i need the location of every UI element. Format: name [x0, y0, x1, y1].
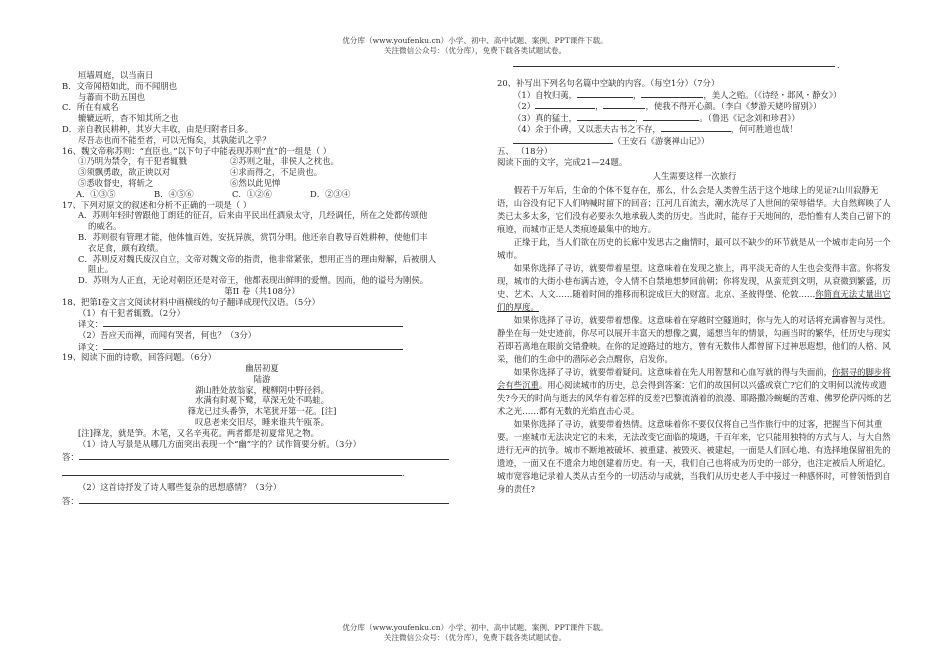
option-b: B．文帝闻梧如此，而不闻朋也: [62, 80, 178, 91]
page-footer: [0, 623, 950, 643]
poem-author: 陆游: [253, 373, 271, 384]
q16-item-4: ④求而得之，不足贵也。: [230, 167, 323, 178]
q18-answer-label-2: 译文：: [78, 341, 104, 352]
left-column: 垣墙周庭，以当南日 B．文帝闻梧如此，而不闻朋也 与蕃而不助五国也 C．所在有威名 辘辘远听，杳不知其所之也 D．亲自教民耕种，其岁大丰收，由是归附者日多。 尽吾志也而不能至者，可以无悔矣，其孰能讥之乎？ 16、魏文帝称苏则：“直臣也。”以下句子中能表现苏则“直”的一组是（ ） ①乃明为禁令，有干犯者辄戮 ②苏则之耻，非侯人之枕也。 ③须飘勇敢，欲正谀以对 ④求而得之，不足贵也。 ⑤悉收督史，将斩之 ⑥然以此见惮 A．①③⑤ B．④⑤⑥ C．①②⑥ D．②③④ 17、下列对原文的叙述和分析不正确的一项是（ ） A．苏则年轻时曾跟他丁朗廷的征召，后来由平民出任酒泉太守，几经调任，所在之处都传颂他 的威名。 B．苏则很有管理才能，他体恤百姓，安抚异族，赏罚分明。他还亲自教导百姓耕种，使他们丰 衣足食，颇有政绩。 C．苏则反对魏氏废汉自立，文帝对魏文帝的指责，他非常紧张，想用正当的理由辩解，后被朋人 阻止。 D．苏则为人正直，无论对朝臣还是对帝王，他都表现出鲜明的爱憎。因而，他的谥号为刚侯。 第II 卷（共108分） 18、把第Ⅰ卷文言文阅读材料中画横线的句子翻译成现代汉语。（5分） （1）有干犯者辄戮。（2分） 译文： （2）吾应天而禅，而闻有哭者，何也？（3分） 译文： 19、阅读下面的诗歌，回答问题。（6分） 幽居初夏 陆游 湖山胜处放翁家，槐柳阴中野径斜。 水满有时观下鹭，草深无处不鸣蛙。 箨龙已过头番笋，木笔犹开第一花。[注] 叹息老来交旧尽，睡来谁共午瓯茶。 [注]箨龙，就是笋。木笔，又名辛夷花。两者都是初夏常见之物。 （1）诗人写景是从哪几方面突出表现一个“幽”字的？试作简要分析。（3分） 答： . （2）这首诗抒发了诗人哪些复杂的思想感情？（3分） 答：: [62, 70, 462, 507]
essay-paragraph-6: 如果你选择了寻访，就要带着热情。这意味着你不要仅仅将自己当作旅行中的过客，把握当下何其重要。一座城市无法决定它的未来，无法改变它面临的境遇，千百年来，它只能用独特的方式与人、与大自然进行无声的抗争。城市不断地被破坏、被重建、被毁灭、被建起，一面是人们回心地、有选择地保留祖先的遗迹，一面又在不遗余力地创建着历史。有一天，我们自己也将成为历史的一部分，也注定被后人所追忆。城市宽容地记录着人类从古至今的一切活动与成就，当我们从历史老人手中接过一种感怀时，可曾领悟到自身的责任?: [497, 418, 891, 495]
q16-item-1: ①乃明为禁令，有干犯者辄戮: [78, 156, 187, 167]
q17-option-d: D．苏则为人正直，无论对朝臣还是对帝王，他都表现出鲜明的爱憎。因而，他的谥号为刚侯。: [78, 275, 429, 286]
poem-line: 湖山胜处放翁家，槐柳阴中野径斜。: [195, 384, 329, 395]
q20-1-end: ，美人之贻。（《诗经・邶风・静女》）: [703, 89, 842, 100]
right-column: 20、补写出下列名句名篇中空缺的内容。（每空1分）（7分） （1）自牧归荑， ， ，美人之贻。（《诗经・邶风・静女》） （2） ， ，使我不得开心颜。（李白《梦游天姥吟留别》） （3）真的猛士， ， 。（鲁迅《记念刘和珍君》） （4）余于仆碑，又以悲夫古书之不存， ，何可胜道也哉！ （王安石《游褒禅山记》） 五、 （18分） 阅读下面的文字，完成21—24题。 人生需要这样一次旅行 假若千万年后，生命的个体不复存在，那么，什么会是人类曾生活于这个地球上的见证?山川寂静无语，山谷没有记下人们呐喊时留下的回音；江河几百流去，潮水洗尽了人世间的荣辱错华。大自然辉映了人类已太多太多，它们没有必要永久地承载人类的历史。当此时，能存于天地间的，恐怕惟有人类自己留下的痕迹，而城市正是人类痕迹最集中的地方。 正缘于此，当人们欲在历史的长廊中发思古之幽情时，最可以不缺少的环节就是从一个城市走向另一个城市。 如果你选择了寻访，就要带着星望。这意味着在发现之旅上，再平淡无奇的人生也会变得丰富。你将发现，城市的大街小巷布满古迹，令人情不自禁地想梦回前朝；你将发现，从蛮荒到文明，从衰微到繁盛，历史、艺术、人文……随着时间的推移而积淀成巨大的财富。北京、圣彼得堡、伦敦……你简直无法丈量出它们的厚度。 如果你选择了寻访，就要带着想像。这意味着在穿越时空隧道时，你与先人的对话将充满睿智与灵性。静坐在每一处史迹前，你尽可以展开丰富天的想像之翼，遥想当年的情景，勾画当时的繁华，任历史与现实若即若离地在眼前交错叠映。在你的足迹路过的地方，曾有无数伟人都曾留下过神思遐想，他们的人格、风采，他们的生命中的潜际必会点醒你，启发你。 如果你选择了寻访，就要带着疑问。这意味着在先人用智慧和心血写就的得与失面前，你据寻的脚步将会有些沉重。用心阅读城市的历史，总会得到答案：它们的故国何以兴盛或衰亡?它们的文明何以流传或遗失?今天的时尚与逝去的风华有着怎样的反差?巴黎流淌着的浪漫、耶路撒冷蜿蜒的苦难、佛罗伦萨闪烁的艺术之光……都有无数的光焰直击心灵。 如果你选择了寻访，就要带着热情。这意味着你不要仅仅将自己当作旅行中的过客，把握当下何其重要。一座城市无法决定它的未来，无法改变它面临的境遇，千百年来，它只能用独特的方式与人、与大自然进行无声的抗争。城市不断地被破坏、被重建、被毁灭、被建起，一面是人们回心地、有选择地保留祖先的遗迹，一面又在不遗余力地创建着历史。有一天，我们自己也将成为历史的一部分，也注定被后人所追忆。城市宽容地记录着人类从古至今的一切活动与成就，当我们从历史老人手中接过一种感怀时，可曾领悟到自身的责任?: [497, 78, 892, 496]
q16-option-b[interactable]: B．④⑤⑥: [154, 188, 194, 199]
q20-1-mid: ，: [632, 89, 642, 100]
poem-line: 箨龙已过头番笋，木笔犹开第一花。[注]: [187, 406, 337, 417]
q17-option-a-cont: 的威名。: [88, 221, 122, 232]
essay-paragraph-4: 如果你选择了寻访，就要带着想像。这意味着在穿越时空隧道时，你与先人的对话将充满睿智与灵性。静坐在每一处史迹前，你尽可以展开丰富天的想像之翼，遥想当年的情景，勾画当时的繁华，任历史与现实若即若离地在眼前交错叠映。在你的足迹路过的地方，曾有无数伟人都曾留下过神思遐想，他们的人格、风采，他们的生命中的潜际必会点醒你，启发你。: [497, 314, 891, 364]
essay-paragraph-2: 正缘于此，当人们欲在历史的长廊中发思古之幽情时，最可以不缺少的环节就是从一个城市走向另一个城市。: [497, 236, 891, 260]
q20-4-prefix: （4）余于仆碑，又以悲夫古书之不存，: [513, 124, 661, 135]
q16-options: [62, 189, 462, 200]
option-b-cont: 与蕃而不助五国也: [78, 91, 145, 102]
q20-blank-2[interactable]: [641, 89, 703, 98]
question-19: 19、阅读下面的诗歌，回答问题。（6分）: [62, 352, 217, 363]
q16-item-5: ⑤悉收督史，将斩之: [78, 177, 154, 188]
q16-item-2: ②苏则之耻，非侯人之枕也。: [230, 156, 339, 167]
q16-item-6: ⑥然以此见惮: [230, 177, 281, 188]
option-a-cont: 垣墙周庭，以当南日: [78, 70, 154, 80]
q20-blank-8[interactable]: [513, 135, 613, 144]
question-20: 20、补写出下列名句名篇中空缺的内容。（每空1分）（7分）: [497, 78, 720, 88]
q20-blank-5[interactable]: [577, 112, 635, 121]
section-five: 五、 （18分）: [497, 146, 553, 157]
q17-option-c-cont: 阻止。: [88, 264, 114, 275]
question-16: 16、魏文帝称苏则：“直臣也。”以下句子中能表现苏则“直”的一组是（ ）: [62, 145, 332, 156]
q18-sub-2: （2）吾应天而禅，而闻有哭者，何也？（3分）: [78, 329, 257, 340]
reading-intro: 阅读下面的文字，完成21—24题。: [497, 157, 628, 168]
q18-answer-line-1[interactable]: [103, 318, 403, 327]
q20-2-end: ，使我不得开心颜。（李白《梦游天姥吟留别》）: [645, 101, 822, 112]
poem-note: [注]箨龙，就是笋。木笔，又名辛夷花。两者都是初夏常见之物。: [78, 427, 320, 438]
q20-blank-3[interactable]: [535, 100, 595, 109]
q19-sub-2: （2）这首诗抒发了诗人哪些复杂的思想感情？（3分）: [78, 482, 282, 493]
q16-option-d[interactable]: D．②③④: [310, 188, 351, 199]
q19-answer-line-1[interactable]: [79, 451, 449, 460]
header-line-2: 关注微信公众号：（优分库），免费下载各类试题试卷。: [383, 45, 567, 55]
q20-blank-6[interactable]: [643, 112, 699, 121]
essay-title: 人生需要这样一次旅行: [652, 170, 737, 181]
q20-4-end: ，何可胜道也哉！: [730, 124, 798, 135]
q20-1-prefix: （1）自牧归荑，: [513, 89, 577, 100]
q20-blank-7[interactable]: [661, 123, 731, 132]
q18-answer-line-2[interactable]: [103, 341, 403, 350]
footer-line-1: 优分库（www.youfenku.cn）小学、初中、高中试题、案例、PPT课件下载。: [342, 623, 608, 632]
option-d-cont: 尽吾志也而不能至者，可以无悔矣，其孰能讥之乎？: [78, 134, 271, 145]
poem-line: 水满有时观下鹭，草深无处不鸣蛙。: [195, 395, 329, 406]
essay-paragraph-5: 如果你选择了寻访，就要带着疑问。这意味着在先人用智慧和心血写就的得与失面前，你据寻的脚步将会有些沉重。用心阅读城市的历史，总会得到答案：它们的故国何以兴盛或衰亡?它们的文明何以流传或遗失?今天的时尚与逝去的风华有着怎样的反差?巴黎流淌着的浪漫、耶路撒冷蜿蜒的苦难、佛罗伦萨闪烁的艺术之光……都有无数的光焰直击心灵。: [497, 366, 892, 416]
poem-line: 叹息老来交旧尽，睡来谁共午瓯茶。: [195, 416, 329, 427]
q19-answer-line-2[interactable]: [79, 495, 449, 504]
option-d: D．亲自教民耕种，其岁大丰收，由是归附者日多。: [62, 123, 253, 134]
q20-blank-4[interactable]: [603, 100, 645, 109]
q19-answer-label-1: 答：: [62, 452, 79, 463]
q17-option-a: A．苏则年轻时曾跟他丁朗廷的征召，后来由平民出任酒泉太守，几经调任，所在之处都传颂他: [78, 210, 428, 221]
part-two-heading: 第II 卷（共108分）: [224, 285, 300, 296]
footer-line-2: 关注微信公众号：（优分库），免费下载各类试题试卷。: [383, 632, 567, 642]
question-17: 17、下列对原文的叙述和分析不正确的一项是（ ）: [62, 199, 252, 210]
q19-answer-label-2: 答：: [62, 496, 79, 507]
q16-option-a[interactable]: A．①③⑤: [76, 188, 116, 199]
poem-title: 幽居初夏: [245, 362, 279, 373]
q20-blank-1[interactable]: [577, 89, 633, 98]
q17-option-b-cont: 衣足食，颇有政绩。: [88, 242, 164, 253]
page-header: [0, 36, 950, 56]
q16-option-c[interactable]: C．①②⑥: [232, 188, 272, 199]
q20-2-prefix: （2）: [513, 101, 536, 112]
q17-option-c: C．苏则反对魏氏废汉自立，文帝对魏文帝的指责，他非常紧张，想用正当的理由辩解，后被朋人: [78, 253, 437, 264]
underlined-sentence-1: 你简直无法丈量出它们的厚度。: [497, 288, 891, 312]
q18-sub-1: （1）有干犯者辄戮。（2分）: [78, 307, 185, 318]
underlined-sentence-2: 你据寻的脚步将会有些沉重: [497, 366, 891, 390]
continued-answer-line[interactable]: [513, 66, 835, 67]
essay-paragraph-1: 假若千万年后，生命的个体不复存在，那么，什么会是人类曾生活于这个地球上的见证?山川寂静无语，山谷没有记下人们呐喊时留下的回音；江河几百流去，潮水洗尽了人世间的荣辱错华。大自然辉映了人类已太多太多，它们没有必要永久地承载人类的历史。当此时，能存于天地间的，恐怕惟有人类自己留下的痕迹，而城市正是人类痕迹最集中的地方。: [497, 184, 891, 234]
q20-4-source: （王安石《游褒禅山记》）: [613, 135, 710, 146]
q19-answer-line-1b[interactable]: [62, 467, 402, 476]
q19-sub-1: （1）诗人写景是从哪几方面突出表现一个“幽”字的？试作简要分析。（3分）: [78, 438, 362, 449]
q18-answer-label-1: 译文：: [78, 319, 104, 330]
question-18: 18、把第Ⅰ卷文言文阅读材料中画横线的句子翻译成现代汉语。（5分）: [62, 296, 320, 307]
essay-paragraph-3: 如果你选择了寻访，就要带着星望。这意味着在发现之旅上，再平淡无奇的人生也会变得丰富。你将发现，城市的大街小巷布满古迹，令人情不自禁地想梦回前朝；你将发现，从蛮荒到文明，从衰微到繁盛，历史、艺术、人文……随着时间的推移而积淀成巨大的财富。北京、圣彼得堡、伦敦……你简直无法丈量出它们的厚度。: [497, 262, 891, 312]
option-c-cont: 辘辘远听，杳不知其所之也: [78, 113, 179, 124]
q20-3-end: 。（鲁迅《记念刘和珍君》）: [699, 112, 800, 123]
option-c: C．所在有威名: [62, 102, 119, 113]
q17-option-b: B．苏则很有管理才能，他体恤百姓，安抚异族，赏罚分明。他还亲自教导百姓耕种，使他们丰: [78, 231, 428, 242]
q16-item-3: ③须飘勇敢，欲正谀以对: [78, 167, 171, 178]
q20-3-prefix: （3）真的猛士，: [513, 112, 577, 123]
header-line-1: 优分库（www.youfenku.cn）小学、初中、高中试题、案例、PPT课件下载。: [342, 36, 608, 45]
